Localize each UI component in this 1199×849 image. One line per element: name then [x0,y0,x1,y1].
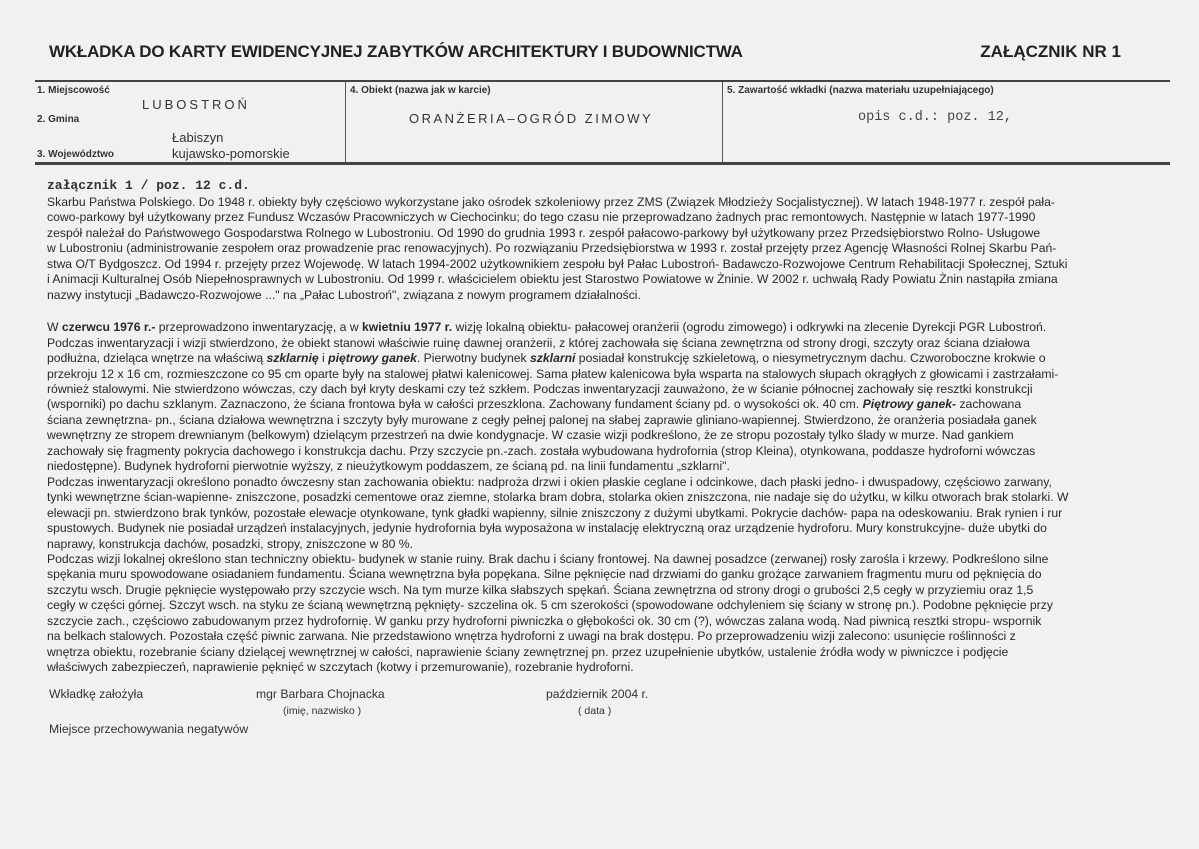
text-segment: spękania muru spowodowane osiadaniem fundamentu. Ściana wewnętrzna była popękana. Silne pęknięcie nad drzwiami do ganku grożące zarwaniem fragmentu muru od pęknięcia do [47,567,1042,582]
text-segment: posiadał konstrukcję szkieletową, o niesymetrycznym dachu. Czworoboczne krokwie o [575,351,1046,366]
text-line [47,537,1069,552]
text-line [47,336,1069,351]
text-line [47,320,1069,335]
text-segment: i [318,351,329,366]
text-line [47,210,1069,225]
continuation-subtitle: załącznik 1 / poz. 12 c.d. [47,178,250,193]
text-line [47,475,1069,490]
text-line [47,614,1069,629]
text-segment: (wsporniki) po dachu szklanym. Zaznaczono, że ściana frontowa była w całości przeszklona. Zachowany fundament ściany pd. o wysokości ok. 40 cm. [47,397,863,412]
text-segment: również stalowymi. Nie stwierdzono wówczas, czy dach był kryty deskami czy też szkłem. Podczas inwentaryzacji zauważono, że w ścianie północnej zachowały się resztki konstrukcji [47,381,1033,396]
text-line [47,598,1069,613]
text-segment: zespół należał do Państwowego Gospodarstwa Rolnego w Lubostroniu. Od 1990 do grudnia 1993 r. zespół pałacowo-parkowy był użytkowany przez Przedsiębiorstwo Rolno- Usługowe [47,225,1041,240]
text-segment: nazwy instytucji „Badawczo-Rozwojowe ..." na „Pałac Lubostroń", związana z nowym programem działalności. [47,287,641,302]
text-segment: na belkach stalowych. Pozostała część piwnic zarwana. Nie przedstawiono wnętrza hydroforni z uwagi na brak dostępu. Po przeprowadzeniu wizji zalecono: usunięcie roślinności z [47,629,1016,644]
location-cell [35,82,346,162]
author-label: Wkładkę założyła [49,687,144,701]
text-line [47,506,1069,521]
text-line [47,288,1069,303]
text-segment: w Lubostroniu (administrowanie zespołem oraz prowadzenie prac renowacyjnych). Po rozwiązaniu Przedsiębiorstwa w 1993 r. został przejęty przez Agencję Własności Rolnej Skarbu Pań- [47,241,1057,256]
wojewodztwo-label: 3. Województwo [37,149,115,160]
text-line [47,459,1069,474]
author-caption: (imię, nazwisko ) [283,705,362,717]
content-cell [723,82,1170,162]
gmina-value: Łabiszyn [172,130,224,145]
text-line [47,629,1069,644]
text-line [47,645,1069,660]
text-line [47,521,1069,536]
text-line [47,351,1069,366]
text-line [47,241,1069,256]
text-segment: stwa O/T Bydgoszcz. Od 1994 r. przejęty przez Wojewodę. W latach 1994-2002 użytkownikiem zespołu był Pałac Lubostroń- Badawczo-Rozwojowe Centrum Rehabilitacji Społecznej, Sztuki [47,256,1068,271]
emphasized-text: szklarni [530,351,576,366]
text-line [47,413,1069,428]
text-segment: cegły w części górnej. Szczyt wsch. na styku ze ścianą wewnętrzną pęknięty- szczelina ok. 5 cm szerokości (spowodowane odchyleniem się ściany w stronę pn.). Podobne pęknięcie przy [47,598,1053,613]
paragraph-inventory [47,320,1069,675]
text-line [47,552,1069,567]
date-caption: ( data ) [578,705,612,717]
emphasized-text: Piętrowy ganek- [862,397,957,412]
text-line [47,444,1069,459]
text-line [47,257,1069,272]
negatives-location-label: Miejsce przechowywania negatywów [49,722,249,736]
emphasized-text: piętrowy ganek [328,351,417,366]
text-segment: szczycie zach., częściowo zabudowanym przez hydrofornię. W ganku przy hydroforni piwniczka o głębokości ok. 30 cm (?), wówczas zalana wodą. Nad piwnicą resztki stropu- wspornik [47,613,1042,628]
date-value: październik 2004 r. [546,687,649,701]
text-line [47,397,1069,412]
text-segment: i Animacji Kulturalnej Osób Niepełnosprawnych w Lubostroniu. Od 1999 r. właścicielem obiektu jest Starostwo Powiatowe w Żninie. W 2002 r. uchwałą Rady Powiatu Żnin nastąpiła zmiana [47,272,1058,287]
text-segment: wnętrza obiektu, rozebranie ściany dzielącej wewnętrznej w całości, naprawienie ściany zewnętrznej pn. przez uzupełnienie ubytków, ustalenie źródła wody w piwniczce i podjęcie [47,644,1009,659]
text-segment: zachowały się fragmenty pokrycia dachowego i konstrukcja dachu. Przy szczycie pn.-zach. została wybudowana hydrofornia (strop Kleina), otynkowana, poddasze hydroforni wówczas [47,443,1036,458]
text-segment: Skarbu Państwa Polskiego. Do 1948 r. obiekty były częściowo wykorzystane jako ośrodek szkoleniowy przez ZMS (Związek Młodzieży Socjalistycznej). W latach 1948-1977 r. zespół pała- [47,195,1055,209]
text-segment: przeprowadzono inwentaryzację, a w [155,320,363,335]
text-segment: właściwych zabezpieczeń, naprawienie pęknięć w szczytach (kotwy i przemurowanie), rozebranie hydroforni. [47,660,634,675]
text-segment: tynki wewnętrzne ścian-wapienne- zniszczone, posadzki cementowe oraz ziemne, stolarka bram dobra, stolarka okien zniszczona, nie nadaje się do użytku, w kilku otworach brak stolarki. W [47,490,1069,505]
text-segment: . Pierwotny budynek [416,351,531,366]
text-segment: wizję lokalną obiektu- pałacowej oranżerii (ogrodu zimowego) i odkrywki na zlecenie Dyrekcji PGR Lubostroń. [452,320,1047,335]
text-segment: szczytu wsch. Drugie pęknięcie występowało przy szczycie wsch. Na tym murze kilka słabszych spękań. Ściana zewnętrzna od strony drogi o grubości 2,5 cegły w przyziemiu oraz 1,5 [47,582,1034,597]
author-name: mgr Barbara Chojnacka [256,687,385,701]
emphasized-text: czerwcu 1976 r.- [61,320,156,335]
text-line [47,490,1069,505]
description-body [47,178,1069,676]
miejscowosc-value: LUBOSTROŃ [142,97,250,112]
obiekt-label: 4. Obiekt (nazwa jak w karcie) [350,85,491,96]
obiekt-value: ORANŻERIA–OGRÓD ZIMOWY [409,111,654,126]
miejscowosc-label: 1. Miejscowość [37,85,110,96]
paragraph-history [47,195,1069,303]
zawartosc-value: opis c.d.: poz. 12, [858,110,1012,125]
record-header-table [35,80,1170,165]
text-segment: podłużna, dzieląca wnętrze na właściwą [47,351,267,366]
text-line [47,226,1069,241]
text-line [47,382,1069,397]
emphasized-text: kwietniu 1977 r. [362,320,453,335]
text-line [47,567,1069,582]
text-segment: zachowana [956,397,1022,412]
object-cell [346,82,723,162]
text-segment: Podczas wizji lokalnej określono stan techniczny obiektu- budynek w stanie ruiny. Brak dachu i ściany frontowej. Na dawnej posadzce (zerwanej) rosły zarośla i krzewy. Podkreślono silne [47,551,1049,566]
emphasized-text: szklarnię [266,351,319,366]
text-segment: ściana zewnętrzna- pn., ściana działowa wewnętrzna i szczyty były murowane z cegły pełnej palonej na słabej zaprawie gliniano-wapiennej. Stwierdzono, że oranżeria posiadała ganek [47,412,1037,427]
text-line [47,583,1069,598]
document-title: WKŁADKA DO KARTY EWIDENCYJNEJ ZABYTKÓW ARCHITEKTURY I BUDOWNICTWA [49,42,743,61]
wojewodztwo-value: kujawsko-pomorskie [172,146,290,161]
text-segment: wewnętrzny ze stropem drewnianym (belkowym) dzielącym przestrzeń na dwie kondygnacje. W czasie wizji podkreślono, że ze stropu pozostały tylko ślady w murze. Nad gankiem [47,428,1014,443]
text-segment: Podczas inwentaryzacji i wizji stwierdzono, że obiekt stanowi właściwie ruinę dawnej oranżerii, z której zachowała się ściana zewnętrzna od strony drogi, szczyty oraz ściana działowa [47,335,1030,350]
text-line [47,272,1069,287]
zawartosc-label: 5. Zawartość wkładki (nazwa materiału uzupełniającego) [727,85,994,96]
text-line [47,428,1069,443]
gmina-label: 2. Gmina [37,114,80,125]
text-segment: cowo-parkowy był użytkowany przez Fundusz Wczasów Pracowniczych w Ciechocinku; do tego czasu nie przeprowadzano żadnych prac remontowych. Następnie w latach 1977-1990 [47,210,1036,225]
text-segment: W [47,320,62,335]
annex-number: ZAŁĄCZNIK NR 1 [980,42,1121,61]
text-line [47,195,1069,210]
text-segment: elewacji pn. stwierdzono brak tynków, pozostałe elewacje otynkowane, tynk gładki wapienny, silnie zniszczony z dużymi ubytkami. Pokrycie dachów- papa na odeskowaniu. Brak rynien i rur [47,505,1063,520]
text-segment: naprawy, konstrukcja dachów, posadzki, stropy, zniszczone w 80 %. [47,536,414,551]
text-segment: niedostępne). Budynek hydroforni pierwotnie wyższy, z nieużytkowym poddaszem, ze ścianą pd. na linii fundamentu „szklarni". [47,459,730,474]
text-segment: przekroju 12 x 16 cm, rozmieszczone co 95 cm oparte były na stalowej płatwi kalenicowej. Sama płatew kalenicowa była wsparta na stalowych słupach okrągłych z głowicami i zastrzałami- [47,366,1059,381]
text-segment: spustowych. Budynek nie posiadał urządzeń instalacyjnych, jedynie hydrofornia była wyposażona w instalację elektryczną oraz urządzenie hydroforu. Mury konstrukcyjne- duże ubytki do [47,521,1047,536]
text-line [47,660,1069,675]
text-line [47,367,1069,382]
text-segment: Podczas inwentaryzacji określono ponadto ówczesny stan zachowania obiektu: nadproża drzwi i okien płaskie ceglane i odcinkowe, dach płaski jedno- i dwuspadowy, częściowo zarwany, [47,474,1052,489]
